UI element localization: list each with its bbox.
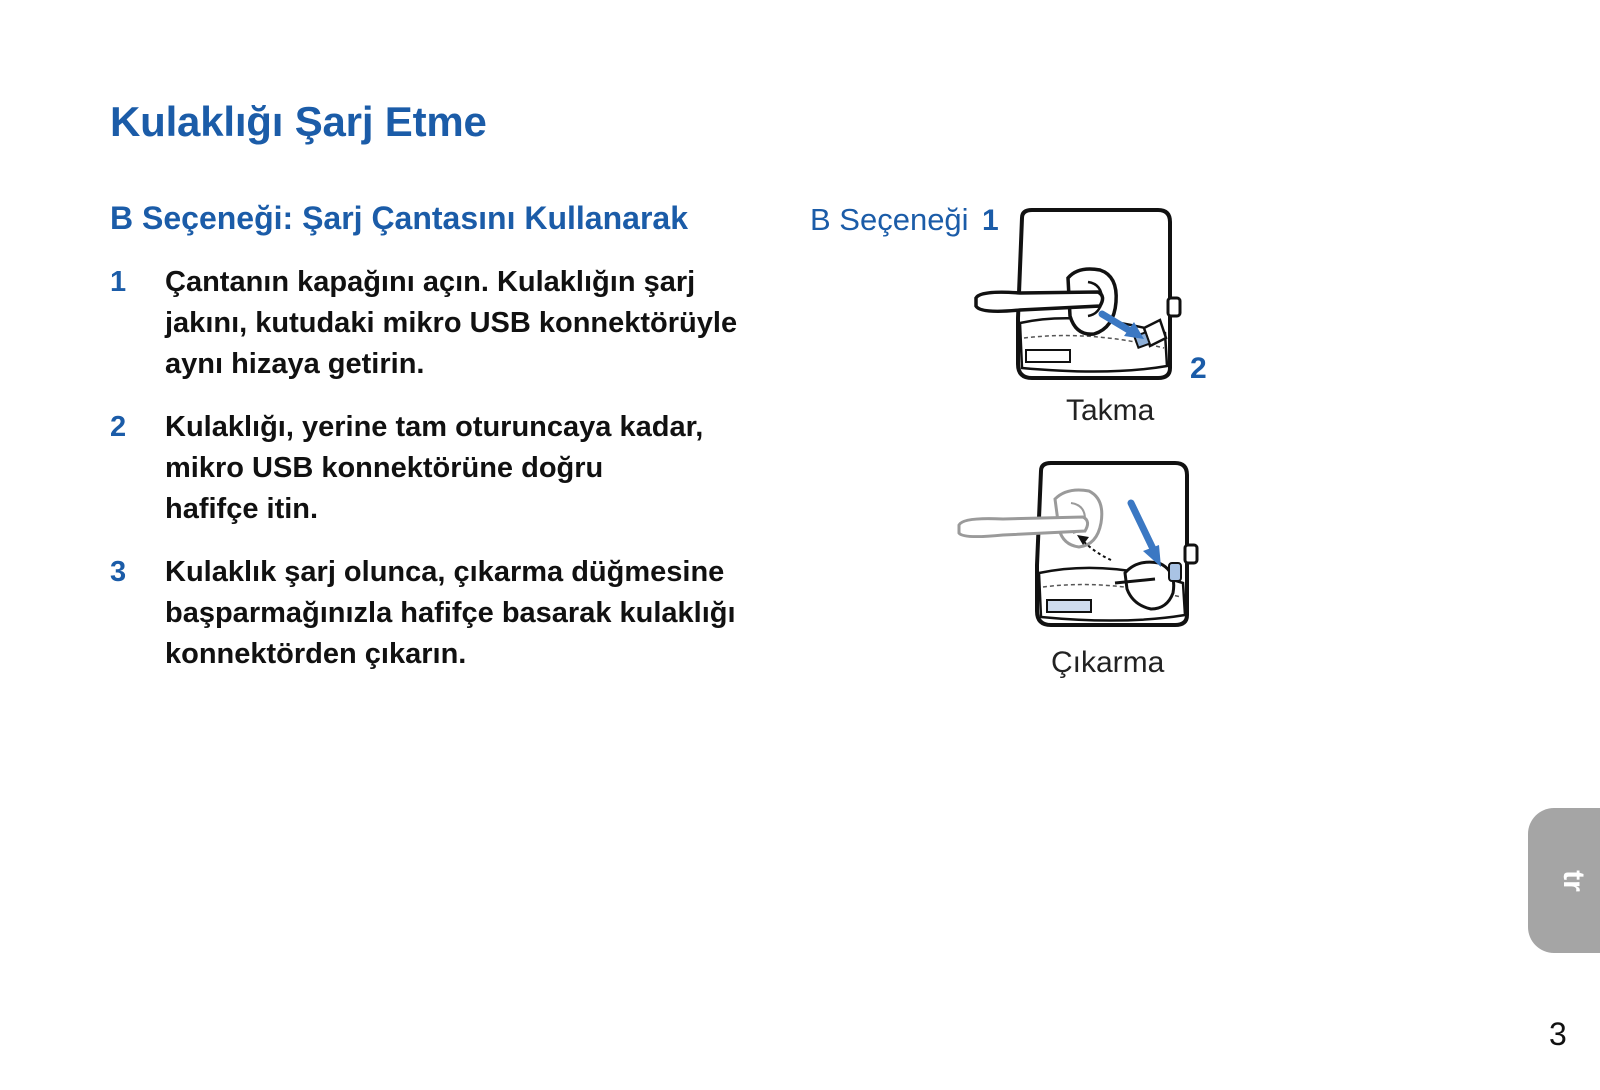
caption-remove: Çıkarma xyxy=(1051,646,1165,679)
headset-remove-illustration xyxy=(955,455,1225,640)
step-1 xyxy=(110,262,810,385)
step-text-line: başparmağınızla hafifçe basarak kulaklığı xyxy=(165,597,736,629)
step-number: 2 xyxy=(110,411,127,443)
step-number: 3 xyxy=(110,556,127,588)
step-3 xyxy=(110,552,810,675)
case-label-slot xyxy=(1026,350,1070,362)
language-tab xyxy=(1528,808,1600,953)
headset-insert-illustration xyxy=(960,198,1230,398)
page-number: 3 xyxy=(1549,1016,1567,1052)
page-title: Kulaklığı Şarj Etme xyxy=(110,98,487,145)
step-text-line: Kulaklığı, yerine tam oturuncaya kadar, xyxy=(165,411,704,443)
caption-insert: Takma xyxy=(1066,394,1155,427)
case-label-slot xyxy=(1047,600,1091,612)
step-text-line: hafifçe itin. xyxy=(165,493,319,525)
step-text-line: aynı hizaya getirin. xyxy=(165,348,425,380)
figure-label: B Seçeneği xyxy=(810,202,969,237)
step-text-line: mikro USB konnektörüne doğru xyxy=(165,452,604,484)
step-number: 1 xyxy=(110,266,127,298)
step-text-line: konnektörden çıkarın. xyxy=(165,638,467,670)
step-text-line: Kulaklık şarj olunca, çıkarma düğmesine xyxy=(165,556,725,588)
step-text-line: Çantanın kapağını açın. Kulaklığın şarj xyxy=(165,266,696,298)
instruction-steps xyxy=(110,262,810,697)
section-heading: B Seçeneği: Şarj Çantasını Kullanarak xyxy=(110,200,688,236)
step-text-line: jakını, kutudaki mikro USB konnektörüyle xyxy=(165,307,738,339)
step-2 xyxy=(110,407,810,530)
language-tab-label: tr xyxy=(1557,869,1590,892)
callout-2: 2 xyxy=(1190,352,1207,385)
callout-1: 1 xyxy=(982,204,999,237)
headset-boom xyxy=(976,292,1103,311)
